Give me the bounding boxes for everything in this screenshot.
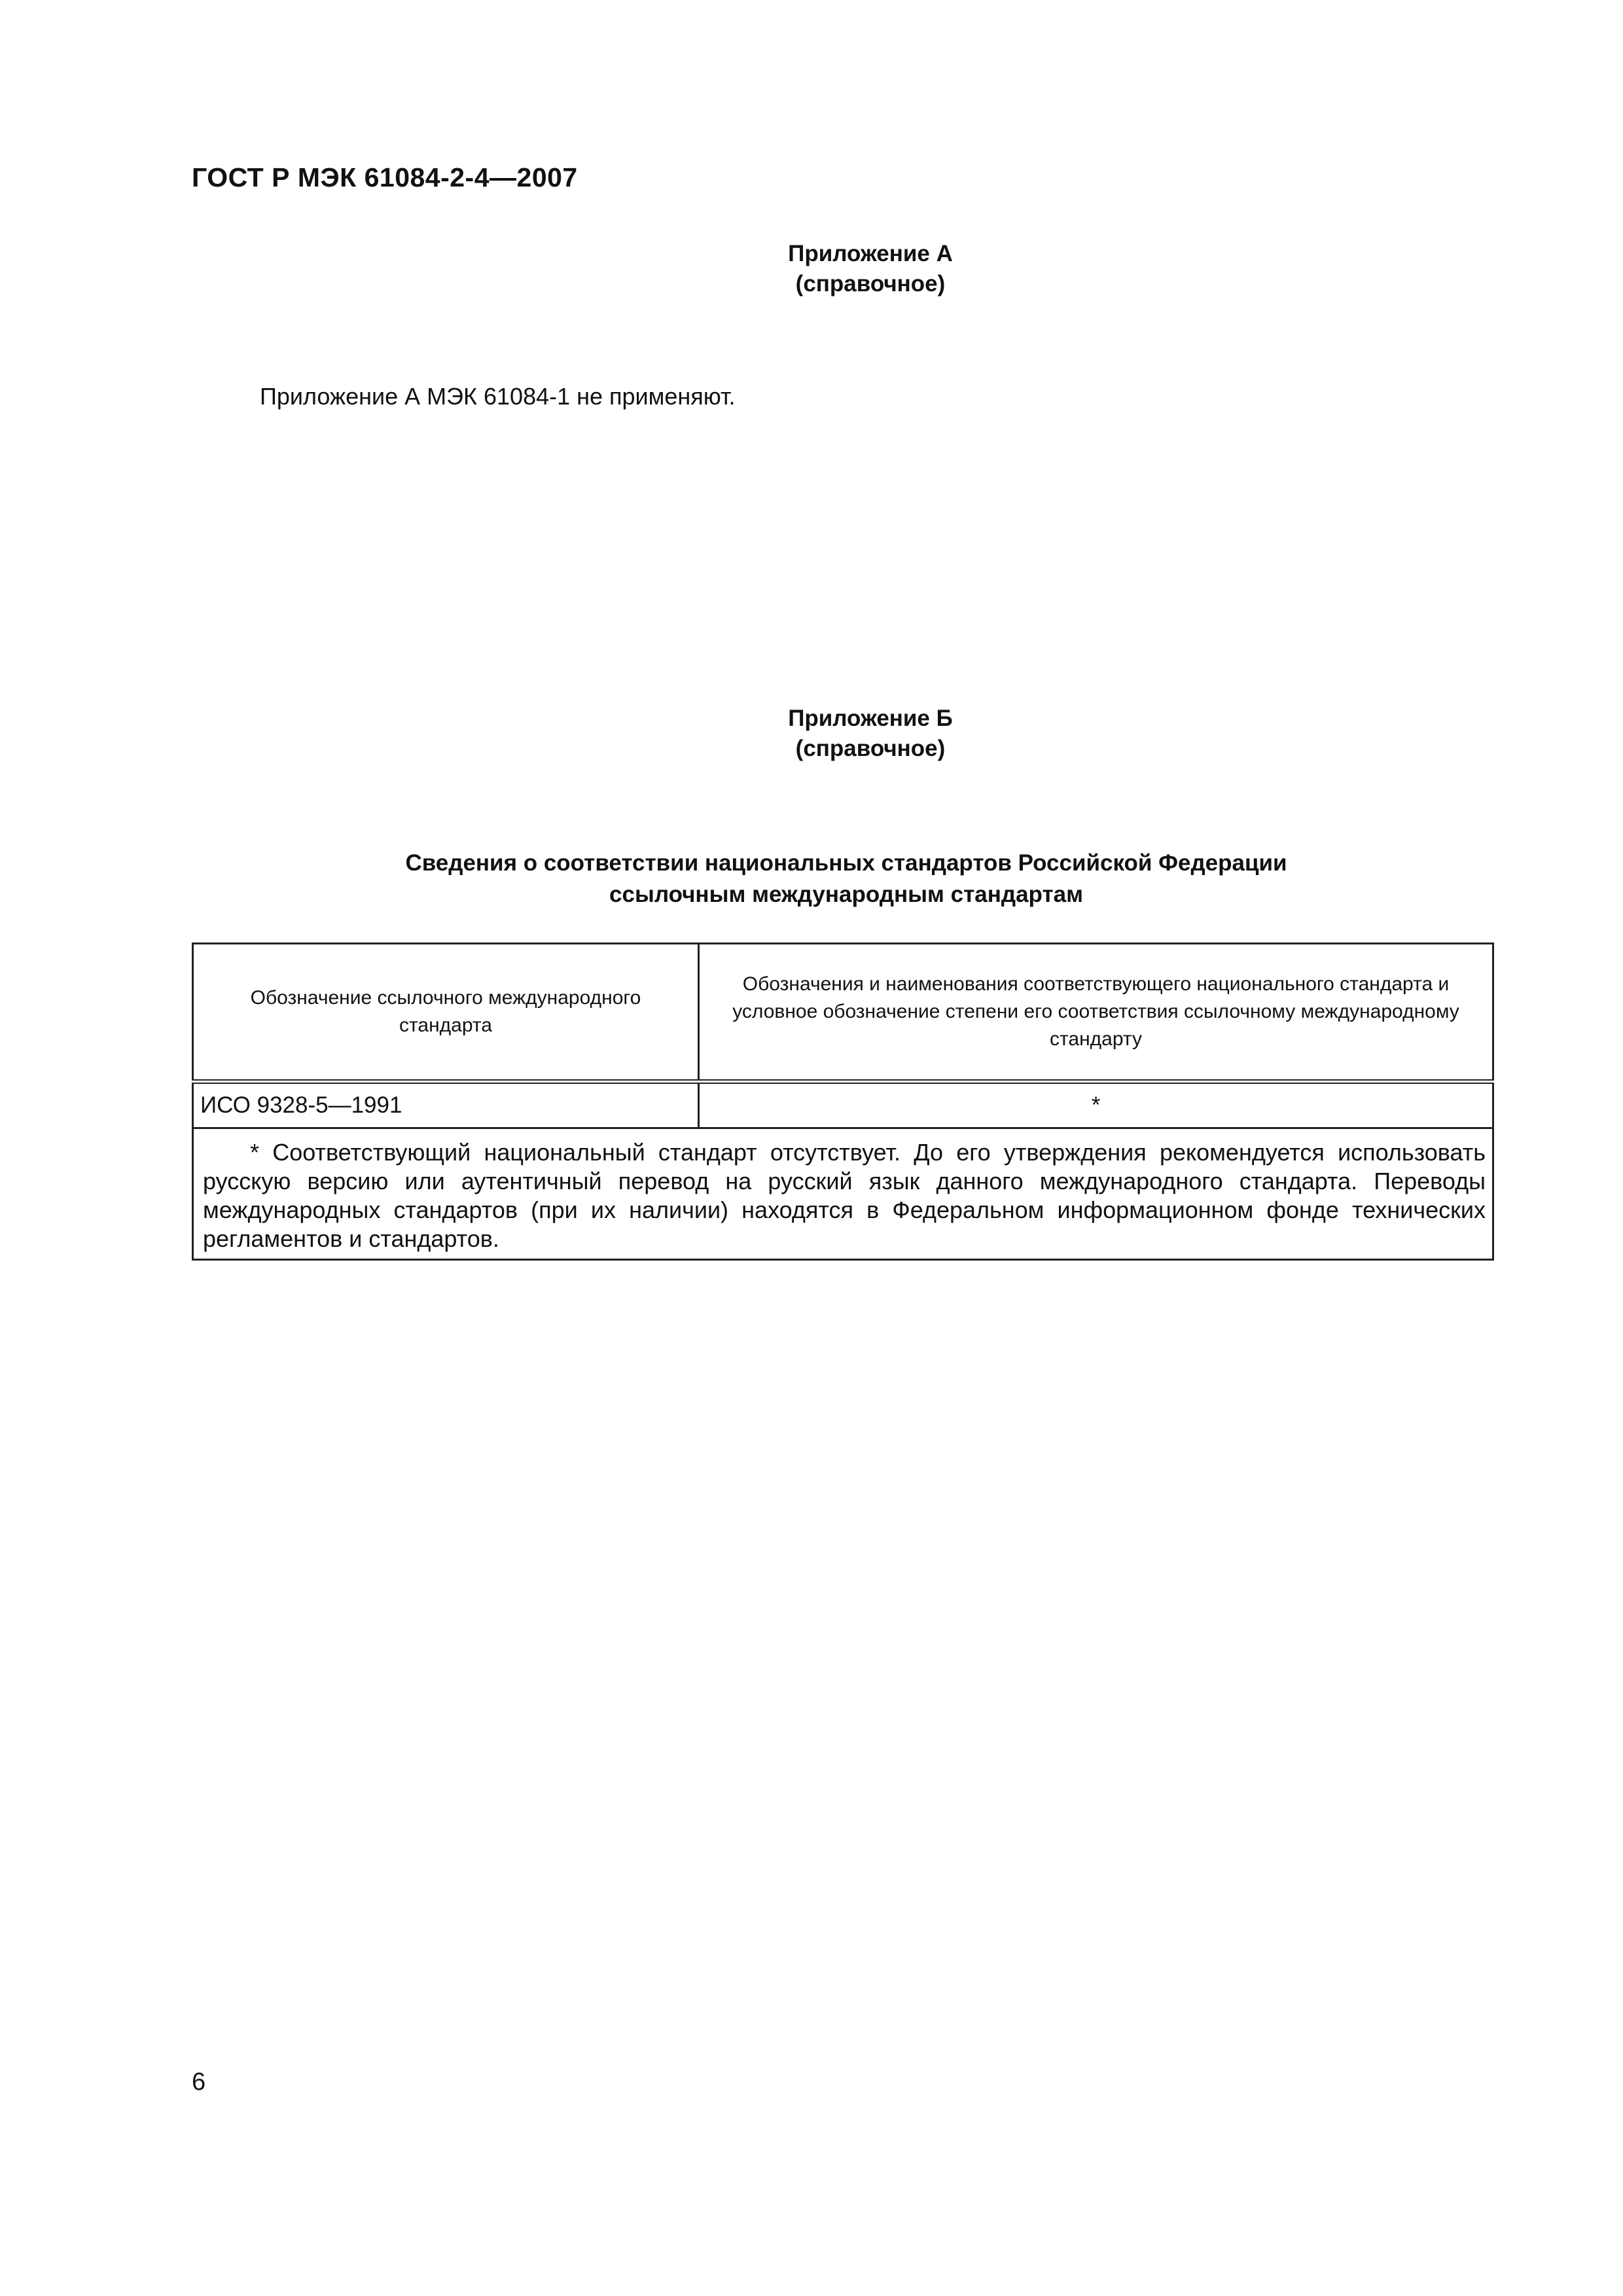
annex-b-heading (720, 704, 1021, 764)
table-cell-international-standard: ИСО 9328-5—1991 (193, 1082, 699, 1128)
section-title-line-2: ссылочным международным стандартам (609, 882, 1083, 907)
standards-correspondence-table (192, 942, 1494, 1261)
table-header-row (193, 944, 1493, 1082)
table-note-row (193, 1128, 1493, 1260)
table-footnote-text: * Соответствующий национальный стандарт отсутствует. До его утверждения рекомендуется использовать русскую версию или аутентичный перевод на русский язык данного международного стандарта. Переводы международных стандартов (при их наличии) находятся в Федеральном информационном фонде технических регламентов и стандартов. (203, 1139, 1486, 1252)
table-cell-national-standard: * (699, 1082, 1493, 1128)
annex-b-section-title (192, 848, 1501, 910)
annex-a-type: (справочное) (795, 271, 946, 296)
column-header-international-standard: Обозначение ссылочного международного стандарта (193, 944, 699, 1082)
annex-b-type: (справочное) (795, 736, 946, 761)
annex-a-heading (720, 239, 1021, 299)
section-title-line-1: Сведения о соответствии национальных стандартов Российской Федерации (405, 850, 1287, 876)
annex-b-title: Приложение Б (788, 706, 953, 731)
annex-a-body-text: Приложение А МЭК 61084-1 не применяют. (260, 383, 736, 410)
document-designation: ГОСТ Р МЭК 61084-2-4—2007 (192, 162, 578, 192)
annex-a-title: Приложение А (788, 241, 953, 266)
column-header-national-standard: Обозначения и наименования соответствующего национального стандарта и условное обозначение степени его соответствия ссылочному международному стандарту (699, 944, 1493, 1082)
page-number: 6 (192, 2068, 206, 2096)
table-footnote-cell (193, 1128, 1493, 1260)
table-row (193, 1082, 1493, 1128)
